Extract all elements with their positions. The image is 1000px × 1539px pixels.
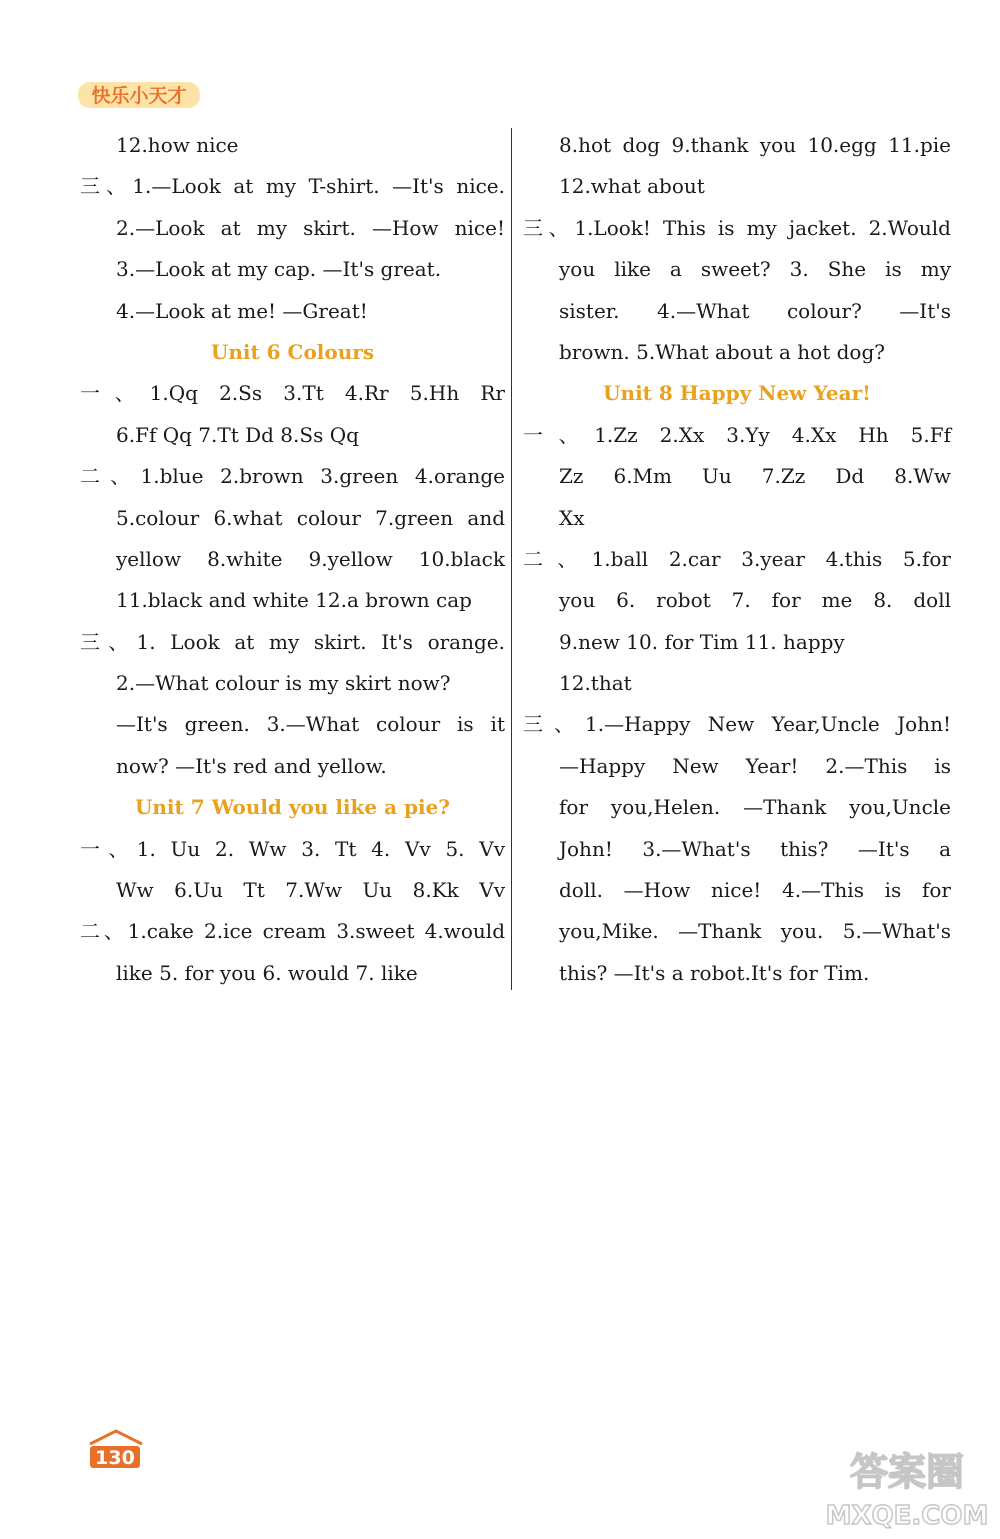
- answer-line: doll. —How nice! 4.—This is for: [559, 878, 951, 903]
- answer-line: you,Mike. —Thank you. 5.—What's: [559, 919, 951, 944]
- answer-line: 三、1.—Look at my T-shirt. —It's nice.: [80, 174, 505, 199]
- answer-line: brown. 5.What about a hot dog?: [559, 339, 885, 364]
- answer-line: 二、1.blue 2.brown 3.green 4.orange: [80, 464, 505, 489]
- answer-line: 12.what about: [559, 174, 705, 199]
- unit-heading: Unit 7 Would you like a pie?: [134, 795, 451, 820]
- answer-line: 6.Ff Qq 7.Tt Dd 8.Ss Qq: [116, 422, 359, 447]
- watermark-logo: [822, 1440, 992, 1535]
- page-number: [86, 1428, 146, 1472]
- answer-line: 5.colour 6.what colour 7.green and: [116, 505, 505, 530]
- answer-line: 2.—What colour is my skirt now?: [116, 671, 451, 696]
- answer-line: John! 3.—What's this? —It's a: [559, 836, 951, 861]
- answer-line: 三、1. Look at my skirt. It's orange.: [80, 629, 505, 654]
- answer-line: for you,Helen. —Thank you,Uncle: [559, 795, 951, 820]
- answer-line: 9.new 10. for Tim 11. happy: [559, 629, 845, 654]
- answer-line: 11.black and white 12.a brown cap: [116, 588, 472, 613]
- unit-heading: Unit 8 Happy New Year!: [603, 381, 871, 406]
- answer-line: 8.hot dog 9.thank you 10.egg 11.pie: [559, 133, 951, 157]
- svg-text:答案圈: 答案圈: [849, 1450, 965, 1494]
- answer-line: —Happy New Year! 2.—This is: [559, 753, 951, 778]
- answer-line: you like a sweet? 3. She is my: [559, 257, 951, 282]
- page-number-text: 130: [95, 1447, 135, 1469]
- answer-line: 一、1. Uu 2. Ww 3. Tt 4. Vv 5. Vv: [80, 836, 505, 861]
- answer-line: sister. 4.—What colour? —It's: [559, 298, 951, 323]
- answer-line: Xx: [559, 505, 585, 530]
- answer-line: 12.that: [559, 671, 632, 696]
- answer-line: you 6. robot 7. for me 8. doll: [559, 588, 951, 613]
- right-column: [523, 125, 951, 994]
- answer-line: 三、1.—Happy New Year,Uncle John!: [523, 712, 951, 737]
- answer-line: like 5. for you 6. would 7. like: [116, 960, 418, 985]
- answer-line: this? —It's a robot.It's for Tim.: [559, 960, 870, 985]
- answer-line: 一、1.Qq 2.Ss 3.Tt 4.Rr 5.Hh Rr: [80, 381, 505, 406]
- book-logo: [76, 74, 202, 114]
- answer-line: 4.—Look at me! —Great!: [116, 298, 368, 323]
- left-column: [80, 125, 505, 994]
- answer-line: now? —It's red and yellow.: [116, 753, 387, 778]
- answer-line: —It's green. 3.—What colour is it: [116, 712, 505, 737]
- unit-heading: Unit 6 Colours: [210, 339, 375, 364]
- answer-line: 二、1.cake 2.ice cream 3.sweet 4.would: [80, 919, 505, 944]
- answer-line: 3.—Look at my cap. —It's great.: [116, 257, 442, 282]
- answer-line: Zz 6.Mm Uu 7.Zz Dd 8.Ww: [559, 464, 951, 489]
- answer-line: 12.how nice: [116, 133, 239, 157]
- answer-line: Ww 6.Uu Tt 7.Ww Uu 8.Kk Vv: [116, 878, 505, 903]
- answer-line: 2.—Look at my skirt. —How nice!: [116, 215, 505, 240]
- column-divider: [511, 128, 512, 990]
- answer-line: 三、1.Look! This is my jacket. 2.Would: [523, 215, 951, 240]
- answer-line: 二、1.ball 2.car 3.year 4.this 5.for: [523, 546, 951, 571]
- logo-text: 快乐小天才: [91, 85, 187, 107]
- svg-text:MXQE.COM: MXQE.COM: [825, 1501, 989, 1531]
- answer-line: 一、1.Zz 2.Xx 3.Yy 4.Xx Hh 5.Ff: [523, 422, 951, 447]
- answer-line: yellow 8.white 9.yellow 10.black: [116, 546, 505, 571]
